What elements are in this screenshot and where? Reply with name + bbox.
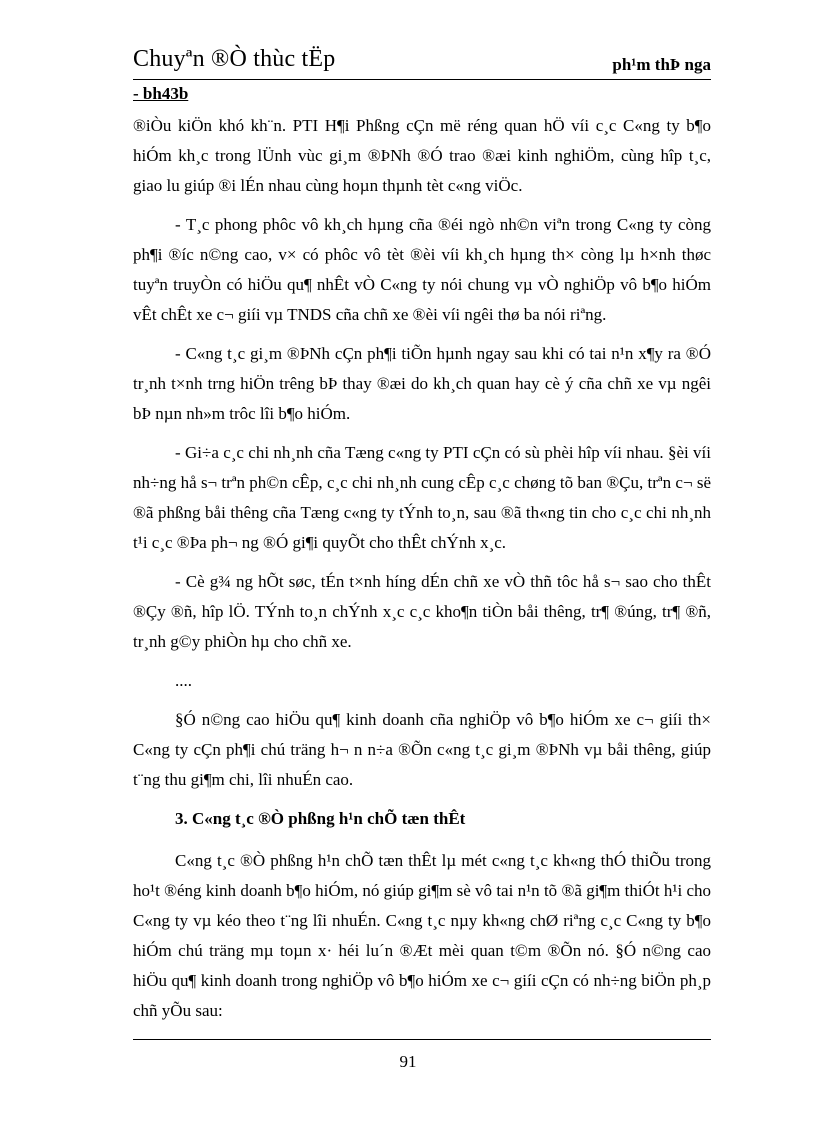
paragraph: §Ó n©ng cao hiÖu qu¶ kinh doanh cña nghiÖp vô b¶o hiÓm xe c¬ giíi th× C«ng ty cÇn ph¶i chú träng h¬ n n÷a ®Õn c«ng t¸c gi¸m ®ÞNh vµ båi thêng, giúp t¨ng thu gi¶m chi, lîi nhuÉn cao. <box>133 710 711 789</box>
paragraph: ®iÒu kiÖn khó kh¨n. PTI H¶i Phßng cÇn më réng quan hÖ víi c¸c C«ng ty b¶o hiÓm kh¸c trong lÜnh vùc gi¸m ®ÞNh ®Ó trao ®æi kinh nghiÖm, cùng hîp t¸c, giao lu giúp ®i lÉn nhau cùng hoµn thµnh tèt c«ng viÖc. <box>133 116 711 195</box>
header-title: Chuyªn ®Ò thùc tËp <box>133 46 336 72</box>
page-number: 91 <box>399 1052 417 1071</box>
paragraph: - Gi÷a c¸c chi nh¸nh cña Tæng c«ng ty PTI cÇn có sù phèi hîp víi nhau. §èi víi nh÷ng hå s¬ trªn ph©n cÊp, c¸c chi nh¸nh cung cÊp c¸c chøng tõ ban ®Çu, trªn c¬ së ®ã phßng båi thêng cña Tæng c«ng ty tÝnh to¸n, sau ®ã th«ng tin cho c¸c chi nh¸nh t¹i c¸c ®Þa ph¬ ng ®Ó gi¶i quyÕt cho thÊt chÝnh x¸c. <box>133 443 711 552</box>
paragraph: - Cè g¾ ng hÕt søc, tÉn t×nh híng dÉn chñ xe vÒ thñ tôc hå s¬ sao cho thÊt ®Çy ®ñ, hîp lÖ. TÝnh to¸n chÝnh x¸c c¸c kho¶n tiÒn båi thêng, tr¶ ®úng, tr¶ ®ñ, tr¸nh g©y phiÒn hµ cho chñ xe. <box>133 572 711 651</box>
paragraph: - T¸c phong phôc vô kh¸ch hµng cña ®éi ngò nh©n viªn trong C«ng ty còng ph¶i ®íc n©ng cao, v× có phôc vô tèt ®èi víi kh¸ch hµng th× còng lµ h×nh thøc tuyªn truyÒn có hiÖu qu¶ nhÊt vÒ C«ng ty nói chung vµ vÒ nghiÖp vô b¶o hiÓm vÊt chÊt xe c¬ giíi vµ TNDS cña chñ xe ®èi víi ngêi thø ba nói riªng. <box>133 215 711 324</box>
section-heading: 3. C«ng t¸c ®Ò phßng h¹n chÕ tæn thÊt <box>175 809 466 828</box>
body-text <box>133 111 711 1035</box>
paragraph: - C«ng t¸c gi¸m ®ÞNh cÇn ph¶i tiÕn hµnh ngay sau khi có tai n¹n x¶y ra ®Ó tr¸nh t×nh trng hiÖn trêng bÞ thay ®æi do kh¸ch quan hay cè ý cña chñ xe vµ ngêi bÞ nµn nh»m trôc lîi b¶o hiÓm. <box>133 344 711 423</box>
paragraph: C«ng t¸c ®Ò phßng h¹n chÕ tæn thÊt lµ mét c«ng t¸c kh«ng thÓ thiÕu trong ho¹t ®éng kinh doanh b¶o hiÓm, nó giúp gi¶m sè vô tai n¹n tõ ®ã gi¶m thiÓt h¹i cho C«ng ty vµ kéo theo t¨ng lîi nhuÉn. C«ng t¸c nµy kh«ng chØ riªng c¸c C«ng ty b¶o hiÓm chú träng mµ toµn x· héi lu´n ®Æt mèi quan t©m ®Õn nó. §Ó n©ng cao hiÖu qu¶ kinh doanh trong nghiÖp vô b¶o hiÓm xe c¬ giíi cÇn có nh÷ng biÖn ph¸p chñ yÕu sau: <box>133 851 711 1020</box>
paragraph-ellipsis: .... <box>175 671 192 690</box>
header-code: - bh43b <box>133 84 189 103</box>
header-author: ph¹m thÞ nga <box>612 55 711 74</box>
footer-divider <box>133 1039 711 1040</box>
header-divider <box>133 79 711 80</box>
